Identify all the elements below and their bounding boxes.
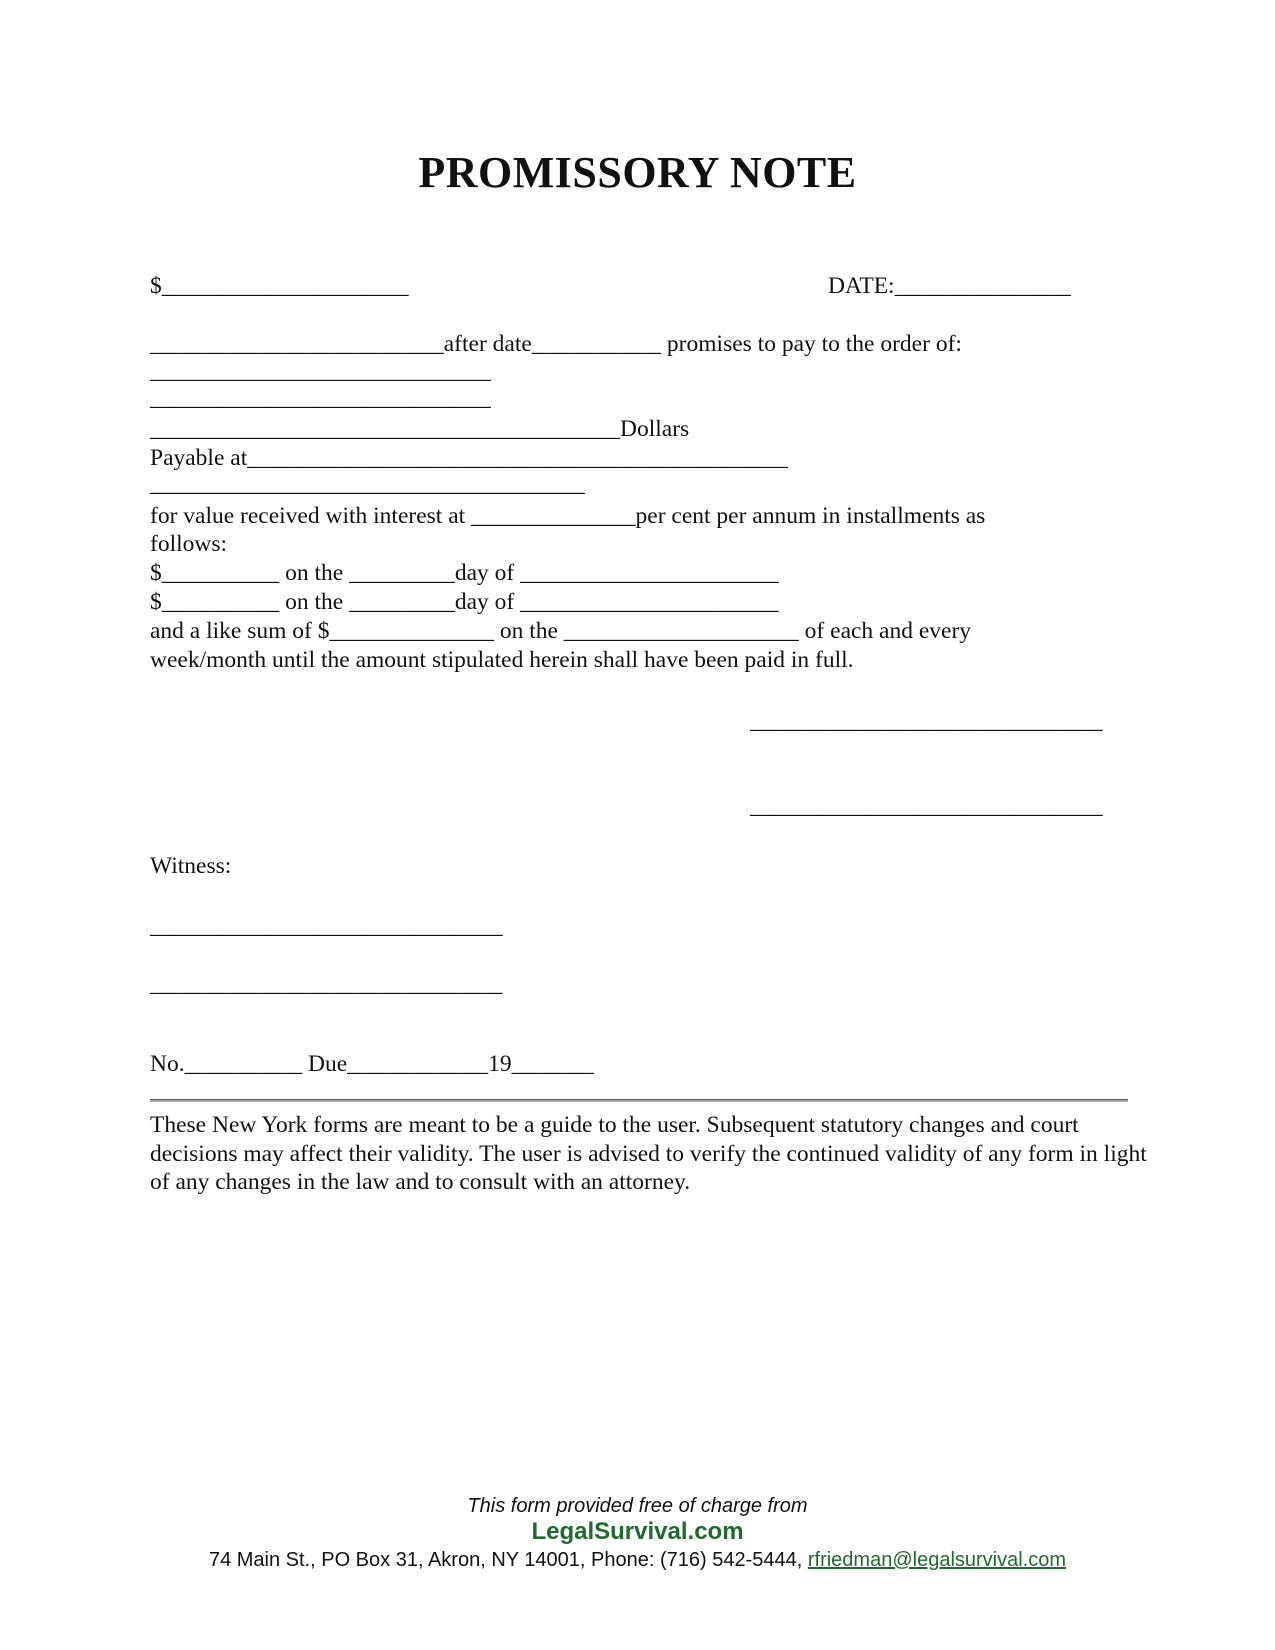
- dollars-line: ________________________________________Dollars: [150, 416, 690, 442]
- number-due-line: No.__________ Due____________19_______: [150, 1051, 594, 1077]
- like-sum-line: and a like sum of $______________ on the ____________________ of each and every: [150, 618, 972, 644]
- footer-address: 74 Main St., PO Box 31, Akron, NY 14001, Phone: (716) 542-5444,: [208, 1549, 808, 1571]
- signature-line-2: ______________________________: [750, 793, 1103, 819]
- divider: [150, 1099, 1128, 1102]
- footer-address-line: [0, 1547, 1275, 1573]
- payable-at-line: Payable at______________________________________________: [150, 445, 788, 471]
- amount-line: $_____________________: [150, 273, 409, 299]
- disclaimer-paragraph: These New York forms are meant to be a guide to the user. Subsequent statutory changes and court decisions may affect their validity. The user is advised to verify the continued validity of any form in light of any changes in the law and to consult with an attorney.: [150, 1112, 1147, 1195]
- installment-line-2: $__________ on the _________day of ______________________: [150, 589, 779, 615]
- follows-line: follows:: [150, 531, 228, 557]
- witness-line-2: ______________________________: [150, 971, 503, 997]
- footer-email-link[interactable]: rfriedman@legalsurvival.com: [807, 1549, 1067, 1571]
- payee-blank-line-2: _____________________________: [150, 385, 491, 411]
- payable-blank-line: _____________________________________: [150, 471, 585, 497]
- date-line: DATE:_______________: [828, 273, 1071, 299]
- payee-blank-line-1: _____________________________: [150, 358, 491, 384]
- installment-line-1: $__________ on the _________day of ______________________: [150, 560, 779, 586]
- footer-provided-text: This form provided free of charge from: [467, 1495, 808, 1517]
- until-paid-line: week/month until the amount stipulated herein shall have been paid in full.: [150, 647, 854, 673]
- after-date-line: _________________________after date___________ promises to pay to the order of:: [150, 331, 962, 357]
- interest-line: for value received with interest at ______________per cent per annum in installments as: [150, 503, 986, 529]
- witness-label: Witness:: [150, 853, 232, 879]
- page-title: PROMISSORY NOTE: [418, 148, 857, 197]
- witness-line-1: ______________________________: [150, 913, 503, 939]
- signature-line-1: ______________________________: [750, 708, 1103, 734]
- footer-site-name: LegalSurvival.com: [531, 1518, 744, 1545]
